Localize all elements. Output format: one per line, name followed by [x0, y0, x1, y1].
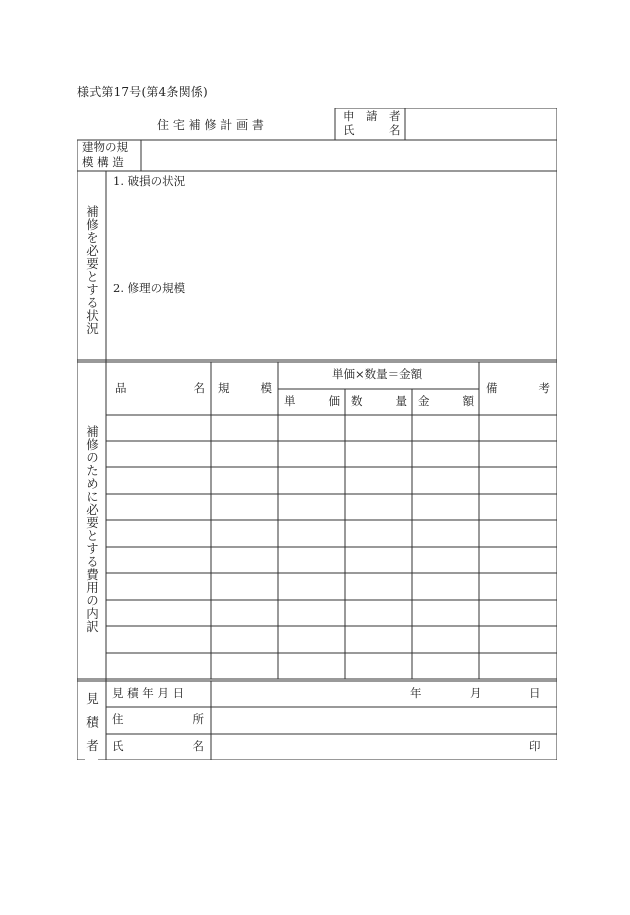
cost-cell-quantity[interactable]: [348, 523, 409, 544]
cost-cell-unit-price[interactable]: [281, 444, 342, 464]
header-formula: 単価×数量＝金額: [332, 367, 423, 381]
cost-cell-remarks[interactable]: [482, 656, 554, 676]
cost-cell-quantity[interactable]: [348, 444, 409, 464]
applicant-label-line1: 申 請 者: [343, 109, 401, 123]
cost-cell-item[interactable]: [109, 470, 208, 491]
cost-cell-remarks[interactable]: [482, 629, 554, 650]
condition-side-label: 補修を必要とする状況: [84, 205, 100, 335]
cost-cell-quantity[interactable]: [348, 550, 409, 570]
date-day-unit: 日: [529, 686, 541, 700]
cost-cell-item[interactable]: [109, 603, 208, 623]
header-amount: 金 額: [418, 394, 474, 408]
cost-cell-item[interactable]: [109, 444, 208, 464]
cost-cell-remarks[interactable]: [482, 603, 554, 623]
building-structure-field[interactable]: [147, 148, 551, 164]
cost-cell-remarks[interactable]: [482, 523, 554, 544]
cost-cell-remarks[interactable]: [482, 550, 554, 570]
cost-cell-spec[interactable]: [214, 444, 275, 464]
plan-form: [77, 108, 557, 763]
cost-cell-unit-price[interactable]: [281, 523, 342, 544]
cost-cell-unit-price[interactable]: [281, 576, 342, 597]
cost-cell-spec[interactable]: [214, 576, 275, 597]
cost-cell-item[interactable]: [109, 576, 208, 597]
form-number: 様式第17号(第4条関係): [77, 85, 208, 99]
cost-cell-item[interactable]: [109, 523, 208, 544]
cost-cell-remarks[interactable]: [482, 497, 554, 517]
cost-cell-amount[interactable]: [415, 470, 476, 491]
cost-cell-quantity[interactable]: [348, 470, 409, 491]
cost-cell-spec[interactable]: [214, 550, 275, 570]
applicant-name-field[interactable]: [409, 118, 551, 134]
cost-cell-unit-price[interactable]: [281, 470, 342, 491]
cost-cell-unit-price[interactable]: [281, 656, 342, 676]
cost-cell-quantity[interactable]: [348, 418, 409, 438]
cost-cell-quantity[interactable]: [348, 497, 409, 517]
cost-cell-amount[interactable]: [415, 497, 476, 517]
cost-cell-unit-price[interactable]: [281, 603, 342, 623]
header-spec: 規 模: [218, 381, 272, 395]
cost-cell-item[interactable]: [109, 497, 208, 517]
cost-cell-item[interactable]: [109, 550, 208, 570]
applicant-label-line2: 氏 名: [343, 123, 401, 137]
building-label-line2: 模 構 造: [82, 155, 124, 169]
cost-cell-amount[interactable]: [415, 418, 476, 438]
cost-cell-remarks[interactable]: [482, 418, 554, 438]
building-label-line1: 建物の規: [82, 140, 128, 154]
address-label: 住 所: [112, 712, 204, 726]
cost-cell-unit-price[interactable]: [281, 418, 342, 438]
cost-cell-spec[interactable]: [214, 656, 275, 676]
cost-cell-spec[interactable]: [214, 629, 275, 650]
header-quantity: 数 量: [351, 394, 407, 408]
name-field[interactable]: [215, 737, 525, 757]
estimate-date-field[interactable]: [215, 684, 551, 704]
cost-cell-amount[interactable]: [415, 576, 476, 597]
cost-cell-amount[interactable]: [415, 656, 476, 676]
cost-cell-remarks[interactable]: [482, 470, 554, 491]
estimate-date-label: 見 積 年 月 日: [112, 686, 185, 700]
cost-cell-spec[interactable]: [214, 418, 275, 438]
cost-cell-amount[interactable]: [415, 550, 476, 570]
cost-cell-item[interactable]: [109, 418, 208, 438]
cost-cell-amount[interactable]: [415, 444, 476, 464]
form-title: 住 宅 補 修 計 画 書: [157, 118, 264, 132]
cost-cell-quantity[interactable]: [348, 629, 409, 650]
cost-cell-spec[interactable]: [214, 523, 275, 544]
date-year-unit: 年: [410, 686, 422, 700]
cost-cell-remarks[interactable]: [482, 444, 554, 464]
cost-cell-unit-price[interactable]: [281, 497, 342, 517]
cost-cell-quantity[interactable]: [348, 656, 409, 676]
cost-cell-quantity[interactable]: [348, 603, 409, 623]
header-item: 品 名: [115, 381, 205, 395]
cost-cell-amount[interactable]: [415, 603, 476, 623]
cost-cell-item[interactable]: [109, 656, 208, 676]
costs-side-label: 補修のために必要とする費用の内訳: [84, 425, 100, 633]
cost-cell-spec[interactable]: [214, 497, 275, 517]
cost-cell-quantity[interactable]: [348, 576, 409, 597]
date-month-unit: 月: [470, 686, 482, 700]
name-label: 氏 名: [112, 739, 204, 753]
cost-cell-spec[interactable]: [214, 470, 275, 491]
seal-mark: 印: [529, 739, 541, 753]
header-unit-price: 単 価: [284, 394, 340, 408]
cost-cell-unit-price[interactable]: [281, 550, 342, 570]
repair-scale-label: 2. 修理の規模: [113, 281, 186, 295]
header-remarks: 備 考: [486, 381, 550, 395]
address-field[interactable]: [215, 711, 551, 731]
cost-cell-unit-price[interactable]: [281, 629, 342, 650]
estimator-side-label: 見積者: [84, 692, 100, 763]
cost-cell-amount[interactable]: [415, 629, 476, 650]
cost-cell-amount[interactable]: [415, 523, 476, 544]
damage-status-label: 1. 破損の状況: [113, 174, 186, 188]
cost-cell-remarks[interactable]: [482, 576, 554, 597]
cost-cell-item[interactable]: [109, 629, 208, 650]
cost-cell-spec[interactable]: [214, 603, 275, 623]
